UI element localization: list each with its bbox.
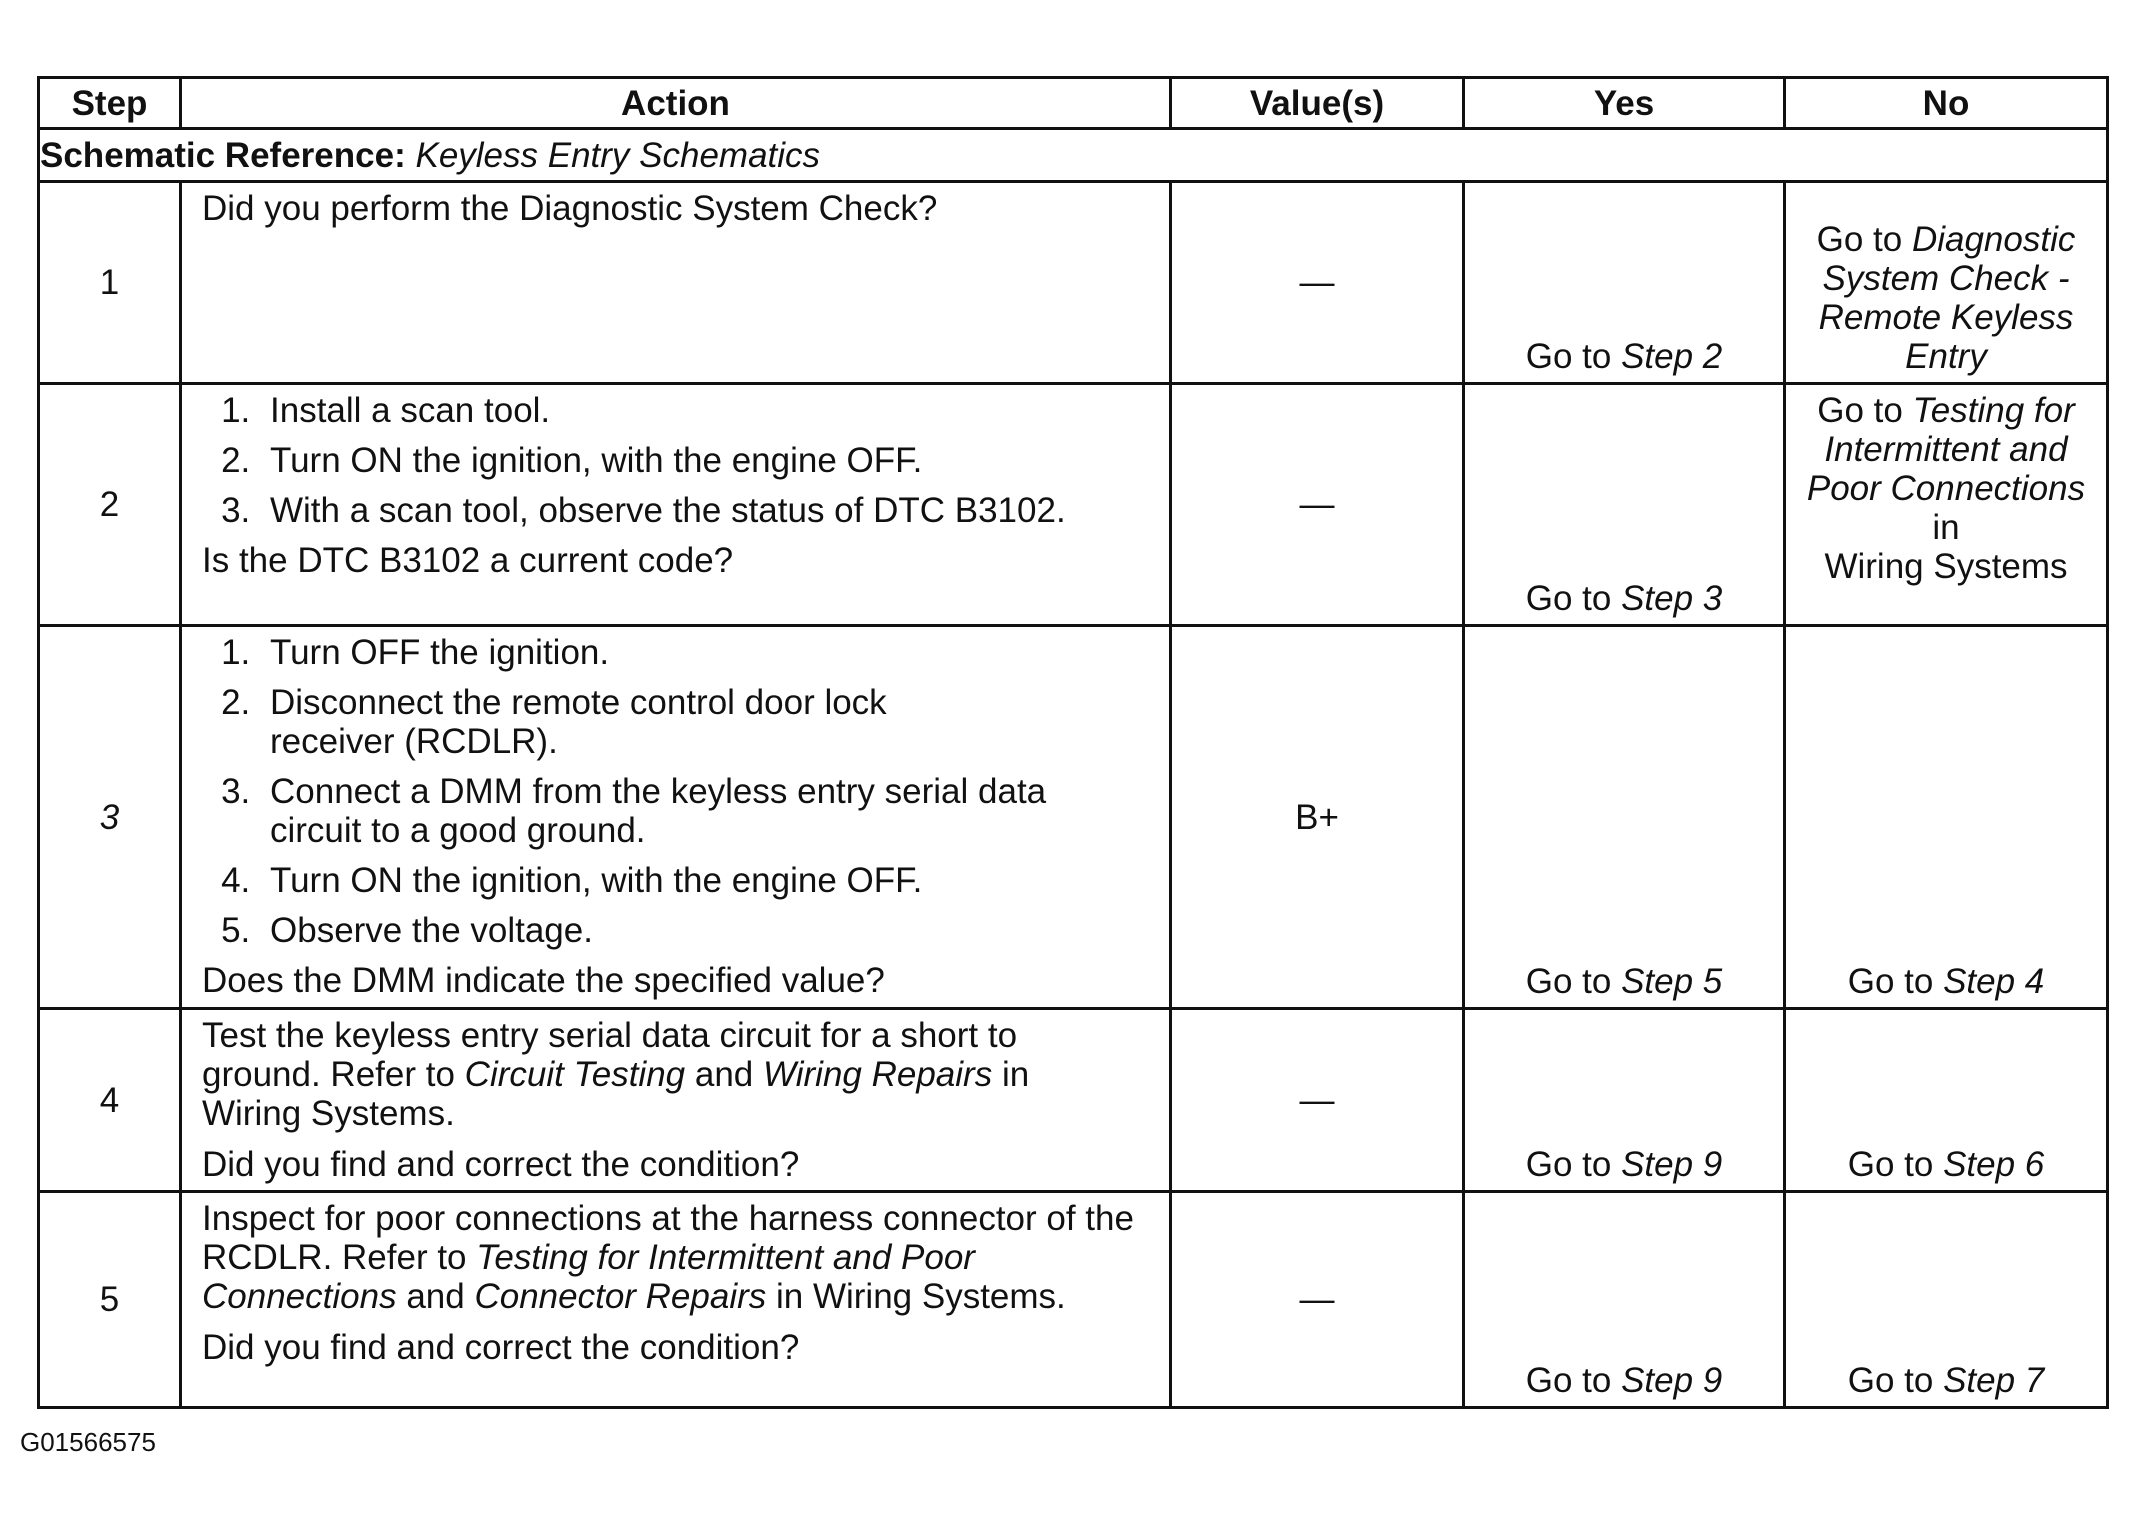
table-row (39, 182, 2108, 384)
table-row (39, 384, 2108, 626)
header-no: No (1785, 78, 2108, 129)
no-link[interactable]: Step 7 (1943, 1361, 2045, 1400)
header-step: Step (39, 78, 181, 129)
no-cell (1785, 1192, 2108, 1408)
wiring-repairs-link[interactable]: Wiring Repairs (763, 1055, 993, 1094)
header-row (39, 78, 2108, 129)
yes-prefix: Go to (1525, 1361, 1612, 1400)
action-text-a: Test the keyless entry serial data circuit for a short to ground. Refer to (202, 1016, 1018, 1094)
header-action: Action (181, 78, 1171, 129)
yes-cell (1464, 384, 1785, 626)
action-text-a: Inspect for poor connections at the harness connector of the RCDLR. Refer to (202, 1199, 1134, 1277)
no-cell (1785, 384, 2108, 626)
action-text-c: in Wiring Systems. (202, 1055, 1030, 1133)
no-suffix: Wiring Systems (1824, 547, 2068, 586)
yes-link[interactable]: Step 9 (1621, 1145, 1723, 1184)
list-item: 1. Turn OFF the ignition. (260, 633, 1155, 672)
no-link[interactable]: Diagnostic System Check - Remote Keyless Entry (1818, 220, 2076, 376)
circuit-testing-link[interactable]: Circuit Testing (464, 1055, 686, 1094)
schematic-label: Schematic Reference: (40, 135, 406, 175)
schematic-reference-row (39, 129, 2108, 182)
diagnostic-table (37, 76, 2109, 1409)
value-cell: — (1171, 1009, 1464, 1192)
header-values: Value(s) (1171, 78, 1464, 129)
step-number: 5 (39, 1192, 181, 1408)
action-cell (181, 626, 1171, 1009)
list-item: 5. Observe the voltage. (260, 911, 1155, 950)
yes-cell (1464, 182, 1785, 384)
action-steps (202, 391, 1155, 530)
list-item: 1. Install a scan tool. (260, 391, 1155, 430)
list-item: 3. Connect a DMM from the keyless entry serial data circuit to a good ground. (260, 772, 1155, 850)
yes-prefix: Go to (1525, 1145, 1612, 1184)
table-row (39, 1009, 2108, 1192)
action-text-b: and (694, 1055, 754, 1094)
yes-cell (1464, 1009, 1785, 1192)
list-item: 4. Turn ON the ignition, with the engine OFF. (260, 861, 1155, 900)
schematic-reference (39, 129, 2108, 182)
no-prefix: Go to (1817, 391, 1903, 430)
yes-prefix: Go to (1525, 337, 1612, 376)
no-in: in (1932, 508, 1960, 547)
step-number: 2 (39, 384, 181, 626)
no-link[interactable]: Step 4 (1943, 962, 2045, 1001)
step-number: 3 (39, 626, 181, 1009)
no-cell (1785, 1009, 2108, 1192)
yes-cell (1464, 626, 1785, 1009)
action-text (202, 1199, 1155, 1316)
testing-intermittent-link[interactable]: Testing for Intermittent and Poor Connections (202, 1238, 975, 1316)
figure-id: G01566575 (20, 1427, 156, 1457)
table-row (39, 626, 2108, 1009)
step-number: 4 (39, 1009, 181, 1192)
yes-link[interactable]: Step 2 (1621, 337, 1723, 376)
no-prefix: Go to (1847, 1361, 1934, 1400)
action-text-b: and (406, 1277, 465, 1316)
action-cell (181, 384, 1171, 626)
table-row (39, 1192, 2108, 1408)
step-number: 1 (39, 182, 181, 384)
yes-prefix: Go to (1525, 962, 1612, 1001)
no-cell (1785, 182, 2108, 384)
action-steps (202, 633, 1155, 950)
action-question: Did you find and correct the condition? (202, 1145, 800, 1184)
value-cell: — (1171, 182, 1464, 384)
action-cell (181, 1192, 1171, 1408)
yes-link[interactable]: Step 3 (1621, 579, 1723, 618)
yes-link[interactable]: Step 9 (1621, 1361, 1723, 1400)
action-question: Did you find and correct the condition? (202, 1328, 800, 1367)
value-cell: B+ (1171, 626, 1464, 1009)
list-item: 2. Disconnect the remote control door lock receiver (RCDLR). (260, 683, 1155, 761)
action-cell (181, 182, 1171, 384)
no-link[interactable]: Step 6 (1943, 1145, 2045, 1184)
yes-cell (1464, 1192, 1785, 1408)
action-text (202, 1016, 1089, 1133)
list-item: 2. Turn ON the ignition, with the engine OFF. (260, 441, 1155, 480)
yes-prefix: Go to (1525, 579, 1612, 618)
no-cell (1785, 626, 2108, 1009)
action-question: Does the DMM indicate the specified value? (202, 961, 885, 1000)
no-prefix: Go to (1847, 1145, 1934, 1184)
header-yes: Yes (1464, 78, 1785, 129)
schematic-link[interactable]: Keyless Entry Schematics (415, 135, 821, 175)
connector-repairs-link[interactable]: Connector Repairs (474, 1277, 767, 1316)
action-text-c: in Wiring Systems. (776, 1277, 1066, 1316)
yes-link[interactable]: Step 5 (1621, 962, 1723, 1001)
action-question: Did you perform the Diagnostic System Check? (202, 189, 938, 228)
no-prefix: Go to (1847, 962, 1934, 1001)
no-prefix: Go to (1816, 220, 1903, 259)
action-question: Is the DTC B3102 a current code? (202, 541, 734, 580)
no-link[interactable]: Testing for Intermittent and Poor Connections (1806, 391, 2086, 508)
value-cell: — (1171, 1192, 1464, 1408)
action-cell (181, 1009, 1171, 1192)
value-cell: — (1171, 384, 1464, 626)
list-item: 3. With a scan tool, observe the status of DTC B3102. (260, 491, 1155, 530)
